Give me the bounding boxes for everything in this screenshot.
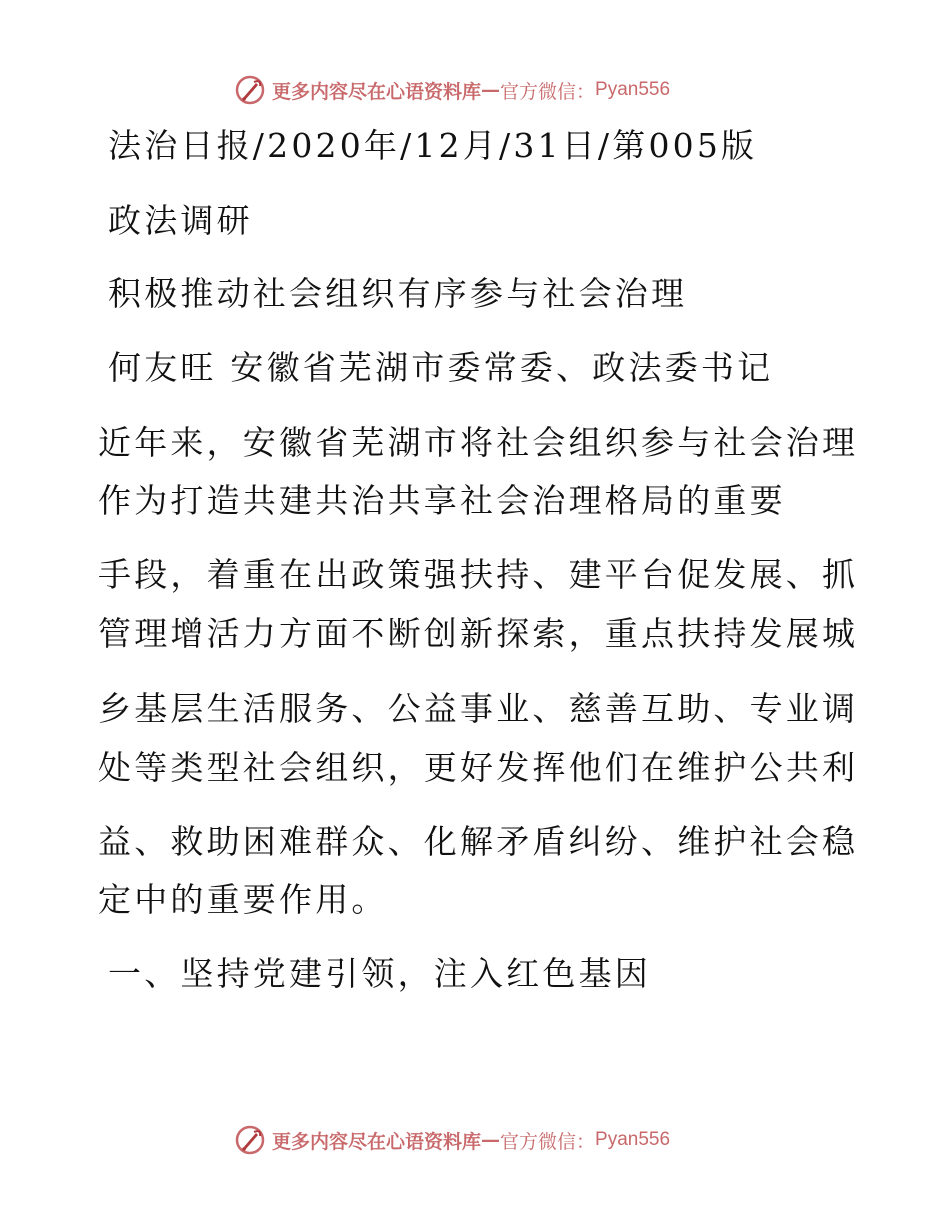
watermark-separator: — bbox=[481, 1129, 501, 1151]
footer-watermark bbox=[234, 1123, 670, 1157]
body-line: 益、救助困难群众、化解矛盾纠纷、维护社会稳 bbox=[98, 822, 859, 861]
body-line: 乡基层生活服务、公益事业、慈善互助、专业调 bbox=[98, 689, 859, 728]
body-line: 作为打造共建共治共享社会治理格局的重要 bbox=[98, 481, 786, 520]
watermark-separator: — bbox=[481, 79, 501, 101]
body-line: 管理增活力方面不断创新探索，重点扶持发展城 bbox=[98, 614, 859, 653]
section-label: 政法调研 bbox=[108, 201, 253, 240]
headline: 积极推动社会组织有序参与社会治理 bbox=[108, 274, 688, 313]
watermark-wechat-label: 官方微信： bbox=[500, 1130, 596, 1153]
header-watermark bbox=[234, 73, 670, 107]
body-line: 近年来，安徽省芜湖市将社会组织参与社会治理 bbox=[98, 423, 859, 462]
body-line: 手段，着重在出政策强扶持、建平台促发展、抓 bbox=[98, 555, 859, 594]
watermark-site-text: 更多内容尽在心语资料库 bbox=[272, 80, 482, 103]
quill-logo-icon bbox=[234, 74, 266, 106]
watermark-wechat-label: 官方微信： bbox=[500, 80, 596, 103]
watermark-wechat-id: Pyan556 bbox=[595, 79, 671, 100]
subheading: 一、坚持党建引领，注入红色基因 bbox=[108, 954, 651, 993]
dateline: 法治日报/2020年/12月/31日/第005版 bbox=[108, 126, 758, 165]
body-line: 定中的重要作用。 bbox=[98, 880, 388, 919]
byline: 何友旺 安徽省芜湖市委常委、政法委书记 bbox=[108, 348, 774, 387]
body-line: 处等类型社会组织，更好发挥他们在维护公共利 bbox=[98, 748, 859, 787]
watermark-wechat-id: Pyan556 bbox=[595, 1129, 671, 1150]
watermark-site-text: 更多内容尽在心语资料库 bbox=[272, 1130, 482, 1153]
quill-logo-icon bbox=[234, 1124, 266, 1156]
